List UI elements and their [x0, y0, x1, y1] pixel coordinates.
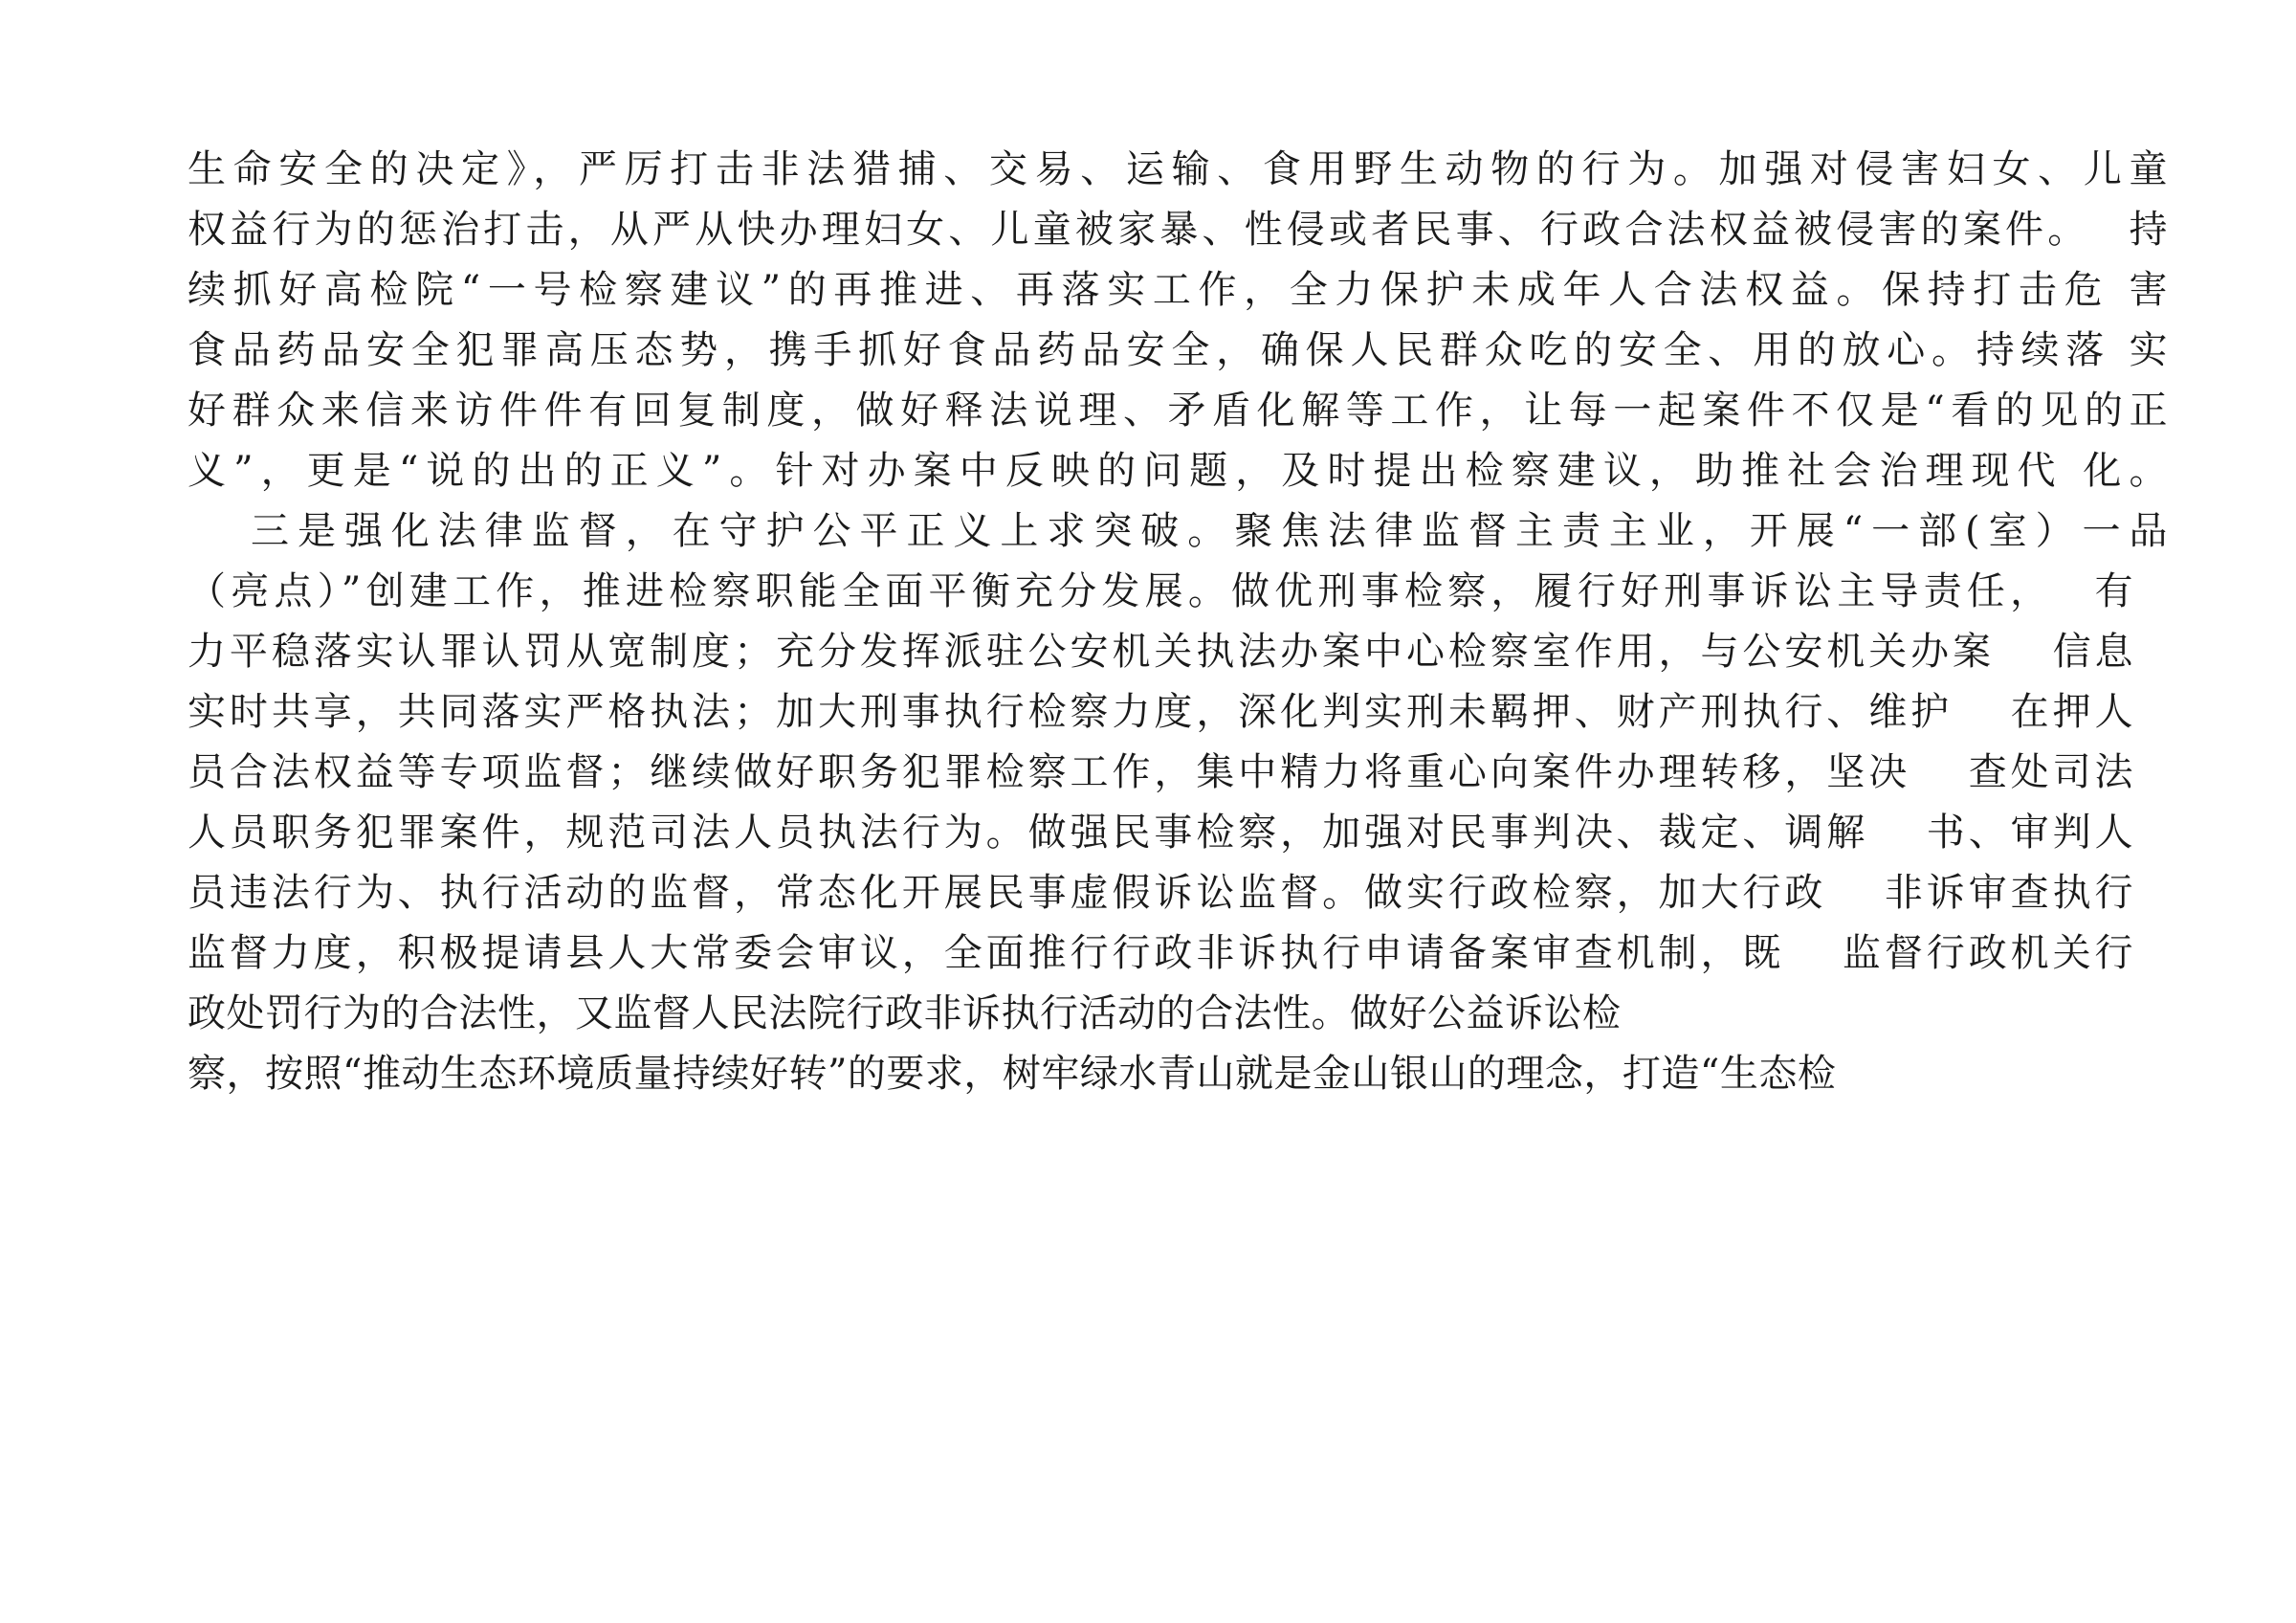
text-line-15: 政处罚行为的合法性，又监督人民法院行政非诉执行活动的合法性。做好公益诉讼检 — [188, 991, 1622, 1035]
text-line-4: 食品药品安全犯罪高压态势，携手抓好食品药品安全，确保人民群众吃的安全、用的放心。持续落 实 — [188, 328, 2168, 372]
text-line-13: 员违法行为、执行活动的监督，常态化开展民事虚假诉讼监督。做实行政检察，加大行政 非诉审查执行 — [188, 871, 2133, 915]
text-line-9: 力平稳落实认罪认罚从宽制度；充分发挥派驻公安机关执法办案中心检察室作用，与公安机关办案 信息 — [188, 630, 2133, 674]
text-line-12: 人员职务犯罪案件，规范司法人员执法行为。做强民事检察，加强对民事判决、裁定、调解 书、审判人 — [188, 811, 2133, 855]
text-line-8: （亮点）”创建工作，推进检察职能全面平衡充分发展。做优刑事检察，履行好刑事诉讼主导责任， 有 — [188, 569, 2133, 613]
text-line-3: 续抓好高检院“一号检察建议”的再推进、再落实工作，全力保护未成年人合法权益。保持打击危 害 — [188, 268, 2168, 312]
text-line-10: 实时共享，共同落实严格执法；加大刑事执行检察力度，深化判实刑未羁押、财产刑执行、维护 在押人 — [188, 690, 2133, 734]
paragraph-heading-line: 三是强化法律监督，在守护公平正义上求突破。聚焦法律监督主责主业，开展“一部(室）一品 — [251, 509, 2168, 553]
text-line-14: 监督力度，积极提请县人大常委会审议，全面推行行政非诉执行申请备案审查机制，既 监督行政机关行 — [188, 931, 2133, 975]
text-line-1: 生命安全的决定》，严厉打击非法猎捕、交易、运输、食用野生动物的行为。加强对侵害妇女、儿童 — [188, 147, 2168, 191]
body-text — [188, 140, 2168, 1104]
text-line-11: 员合法权益等专项监督；继续做好职务犯罪检察工作，集中精力将重心向案件办理转移，坚决 查处司法 — [188, 750, 2133, 794]
text-line-6: 义”，更是“说的出的正义”。针对办案中反映的问题，及时提出检察建议，助推社会治理现代 化。 — [188, 449, 2168, 493]
text-line-5: 好群众来信来访件件有回复制度，做好释法说理、矛盾化解等工作，让每一起案件不仅是“看的见的正 — [188, 389, 2168, 433]
text-line-2: 权益行为的惩治打击，从严从快办理妇女、儿童被家暴、性侵或者民事、行政合法权益被侵害的案件。 持 — [188, 208, 2168, 252]
text-line-16: 察，按照“推动生态环境质量持续好转”的要求，树牢绿水青山就是金山银山的理念，打造“生态检 — [188, 1052, 1837, 1096]
